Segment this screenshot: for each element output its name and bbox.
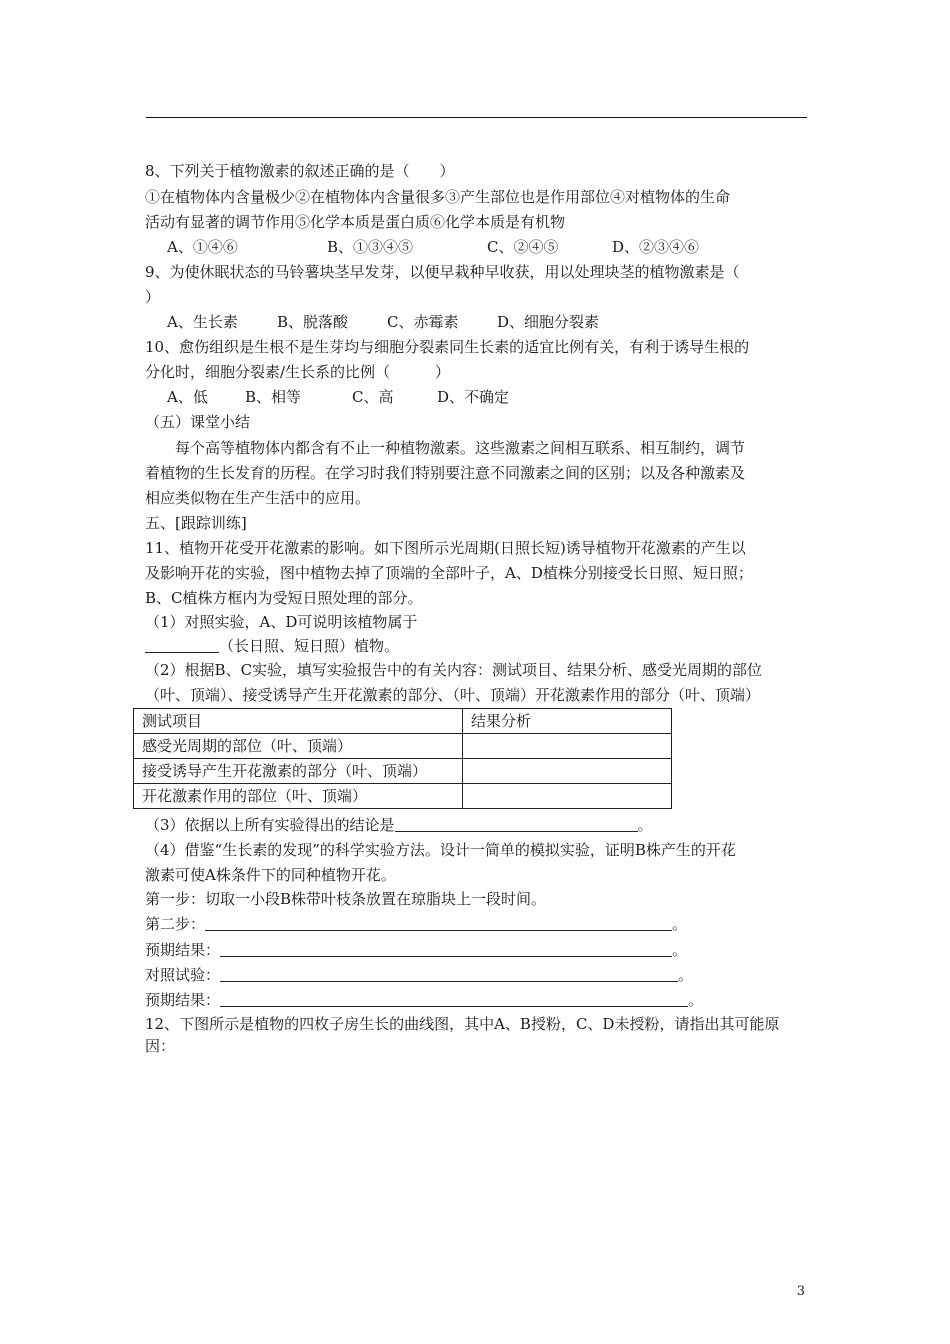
page-number: 3 — [796, 1284, 805, 1299]
table-cell: 开花激素作用的部位（叶、顶端） — [134, 784, 463, 809]
q11-step2-end: 。 — [672, 915, 688, 933]
q10-option-c: C、高 — [352, 388, 394, 406]
q11-part2-line1: （2）根据B、C实验，填写实验报告中的有关内容：测试项目、结果分析、感受光周期的部位 — [145, 661, 763, 679]
q9-option-d: D、细胞分裂素 — [497, 313, 600, 331]
q11-part1: （1）对照实验，A、D可说明该植物属于 — [145, 613, 418, 631]
answer-blank-1[interactable] — [145, 637, 219, 653]
table-header-cell: 测试项目 — [134, 709, 463, 734]
table-row — [134, 759, 672, 784]
q8-title: 8、下列关于植物激素的叙述正确的是（ ） — [145, 162, 455, 180]
table-cell-answer[interactable] — [463, 759, 672, 784]
q11-expected2-label: 预期结果： — [145, 991, 221, 1009]
q9-option-a: A、生长素 — [167, 313, 238, 331]
q11-line3: B、C植株方框内为受短日照处理的部分。 — [145, 589, 423, 607]
q10-option-a: A、低 — [167, 388, 208, 406]
q11-part1-cont — [145, 636, 399, 656]
table-cell: 感受光周期的部位（叶、顶端） — [134, 734, 463, 759]
q10-line1: 10、愈伤组织是生根不是生芽均与细胞分裂素同生长素的适宜比例有关，有利于诱导生根的 — [145, 338, 750, 356]
answer-blank-4[interactable] — [220, 941, 672, 957]
q11-part3-text: （3）依据以上所有实验得出的结论是 — [145, 816, 395, 834]
q11-control-end: 。 — [678, 966, 694, 984]
q11-part4-line2: 激素可使A株条件下的同种植物开花。 — [145, 866, 396, 884]
q11-step2 — [145, 914, 687, 934]
training-heading: 五、[跟踪训练] — [145, 514, 247, 532]
q11-line2: 及影响开花的实验，图中植物去掉了顶端的全部叶子，A、D植株分别接受长日照、短日照； — [145, 564, 753, 582]
q8-option-a: A、①④⑥ — [167, 238, 238, 256]
q12-line1: 12、下图所示是植物的四枚子房生长的曲线图，其中A、B授粉，C、D未授粉，请指出其可能原 — [145, 1015, 780, 1033]
answer-blank-3[interactable] — [205, 915, 672, 931]
q11-part4-line1: （4）借鉴“生长素的发现”的科学实验方法。设计一简单的模拟实验，证明B株产生的开花 — [145, 841, 736, 859]
q11-expected2-end: 。 — [688, 991, 704, 1009]
q11-control — [145, 965, 693, 985]
q9-title-cont: ） — [145, 288, 161, 306]
summary-line3: 相应类似物在生产生活中的应用。 — [145, 489, 371, 507]
table-header-cell: 结果分析 — [463, 709, 672, 734]
q12-line2: 因： — [145, 1037, 176, 1055]
summary-heading: （五）课堂小结 — [145, 413, 251, 431]
q11-expected1-end: 。 — [672, 941, 688, 959]
q9-option-b: B、脱落酸 — [277, 313, 349, 331]
q8-option-b: B、①③④⑤ — [327, 238, 414, 256]
q11-part3-end: 。 — [637, 816, 653, 834]
table-cell-answer[interactable] — [463, 734, 672, 759]
q10-line2: 分化时，细胞分裂素/生长系的比例（ ） — [145, 363, 451, 381]
q8-option-d: D、②③④⑥ — [612, 238, 700, 256]
q8-statement-line2: 活动有显著的调节作用⑤化学本质是蛋白质⑥化学本质是有机物 — [145, 213, 566, 231]
answer-blank-5[interactable] — [220, 966, 678, 982]
q9-option-c: C、赤霉素 — [387, 313, 459, 331]
table-row — [134, 784, 672, 809]
q11-step1: 第一步：切取一小段B株带叶枝条放置在琼脂块上一段时间。 — [145, 890, 547, 908]
q11-line1: 11、植物开花受开花激素的影响。如下图所示光周期(日照长短)诱导植物开花激素的产生以 — [145, 539, 746, 557]
q11-part2-line2: （叶、顶端）、接受诱导产生开花激素的部分、（叶、顶端）开花激素作用的部分（叶、顶端） — [145, 686, 761, 704]
table-row — [134, 734, 672, 759]
q10-option-d: D、不确定 — [437, 388, 510, 406]
header-rule — [146, 117, 807, 118]
summary-line2: 着植物的生长发育的历程。在学习时我们特别要注意不同激素之间的区别；以及各种激素及 — [145, 464, 746, 482]
experiment-report-table — [133, 708, 672, 809]
table-header-row — [134, 709, 672, 734]
q10-option-b: B、相等 — [245, 388, 302, 406]
table-cell-answer[interactable] — [463, 784, 672, 809]
q11-step2-label: 第二步： — [145, 915, 206, 933]
summary-line1: 每个高等植物体内都含有不止一种植物激素。这些激素之间相互联系、相互制约，调节 — [175, 439, 746, 457]
q11-expected1-label: 预期结果： — [145, 941, 221, 959]
q11-part3 — [145, 815, 653, 835]
q8-statement-line1: ①在植物体内含量极少②在植物体内含量很多③产生部位也是作用部位④对植物体的生命 — [145, 188, 731, 206]
q11-part1-cont-text: （长日照、短日照）植物。 — [219, 637, 400, 655]
q11-control-label: 对照试验： — [145, 966, 221, 984]
q8-option-c: C、②④⑤ — [487, 238, 559, 256]
answer-blank-6[interactable] — [220, 991, 688, 1007]
q11-expected1 — [145, 940, 687, 960]
table-cell: 接受诱导产生开花激素的部分（叶、顶端） — [134, 759, 463, 784]
q11-expected2 — [145, 990, 703, 1010]
answer-blank-2[interactable] — [395, 816, 638, 832]
q9-title: 9、为使休眠状态的马铃薯块茎早发芽，以便早栽种早收获，用以处理块茎的植物激素是（ — [145, 263, 740, 281]
